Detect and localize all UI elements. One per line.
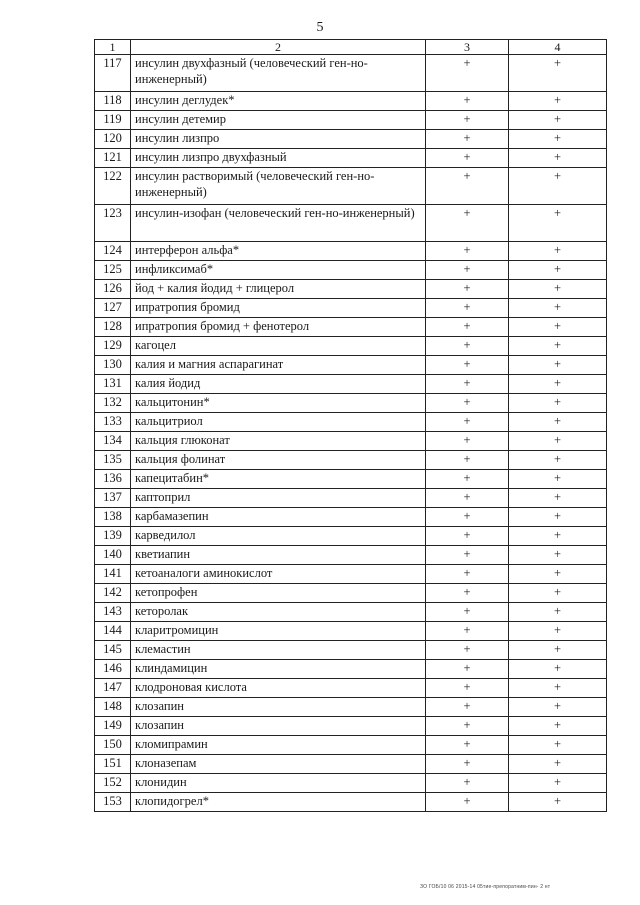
column-4-mark: + xyxy=(509,168,607,205)
row-number: 126 xyxy=(95,280,131,299)
table-row xyxy=(95,261,607,280)
column-3-mark: + xyxy=(426,774,509,793)
column-3-mark: + xyxy=(426,793,509,812)
drug-name: ипратропия бромид + фенотерол xyxy=(131,318,426,337)
column-3-mark: + xyxy=(426,432,509,451)
row-number: 145 xyxy=(95,641,131,660)
column-3-mark: + xyxy=(426,318,509,337)
column-3-mark: + xyxy=(426,280,509,299)
column-4-mark: + xyxy=(509,55,607,92)
column-3-mark: + xyxy=(426,717,509,736)
table-row xyxy=(95,698,607,717)
column-4-mark: + xyxy=(509,717,607,736)
drug-name: инсулин-изофан (человеческий ген-но-инженерный) xyxy=(131,205,426,242)
row-number: 152 xyxy=(95,774,131,793)
drug-name: кломипрамин xyxy=(131,736,426,755)
table-row xyxy=(95,622,607,641)
drug-name: карбамазепин xyxy=(131,508,426,527)
column-3-mark: + xyxy=(426,111,509,130)
table-row xyxy=(95,375,607,394)
column-3-mark: + xyxy=(426,698,509,717)
row-number: 146 xyxy=(95,660,131,679)
drug-name: каптоприл xyxy=(131,489,426,508)
column-4-mark: + xyxy=(509,660,607,679)
drug-name: инсулин растворимый (человеческий ген-но-инженерный) xyxy=(131,168,426,205)
table-row xyxy=(95,527,607,546)
row-number: 119 xyxy=(95,111,131,130)
column-4-mark: + xyxy=(509,774,607,793)
row-number: 121 xyxy=(95,149,131,168)
column-3-mark: + xyxy=(426,641,509,660)
drug-name: кларитромицин xyxy=(131,622,426,641)
column-3-mark: + xyxy=(426,375,509,394)
drug-name: кветиапин xyxy=(131,546,426,565)
row-number: 117 xyxy=(95,55,131,92)
column-4-mark: + xyxy=(509,205,607,242)
column-4-mark: + xyxy=(509,242,607,261)
drug-name: ипратропия бромид xyxy=(131,299,426,318)
table-row xyxy=(95,356,607,375)
table-row xyxy=(95,92,607,111)
column-3-mark: + xyxy=(426,356,509,375)
table-row xyxy=(95,413,607,432)
column-3-mark: + xyxy=(426,489,509,508)
table-row xyxy=(95,205,607,242)
column-header: 1 xyxy=(95,40,131,55)
column-4-mark: + xyxy=(509,111,607,130)
drug-name: клонидин xyxy=(131,774,426,793)
column-3-mark: + xyxy=(426,527,509,546)
table-row xyxy=(95,508,607,527)
footer-note: ЗО ГОБ/10 06 2015-14 05тие-препоратним-пин- 2 нт xyxy=(420,884,551,890)
column-4-mark: + xyxy=(509,470,607,489)
drug-name: кальция глюконат xyxy=(131,432,426,451)
drug-list-table xyxy=(94,39,607,812)
row-number: 130 xyxy=(95,356,131,375)
column-4-mark: + xyxy=(509,755,607,774)
column-4-mark: + xyxy=(509,318,607,337)
column-3-mark: + xyxy=(426,242,509,261)
row-number: 133 xyxy=(95,413,131,432)
table-header-row xyxy=(95,40,607,55)
column-header: 4 xyxy=(509,40,607,55)
drug-name: клемастин xyxy=(131,641,426,660)
row-number: 122 xyxy=(95,168,131,205)
row-number: 139 xyxy=(95,527,131,546)
drug-name: клоназепам xyxy=(131,755,426,774)
column-3-mark: + xyxy=(426,470,509,489)
column-3-mark: + xyxy=(426,451,509,470)
column-3-mark: + xyxy=(426,755,509,774)
drug-name: кеторолак xyxy=(131,603,426,622)
column-4-mark: + xyxy=(509,413,607,432)
table-row xyxy=(95,546,607,565)
page-number: 5 xyxy=(316,20,324,35)
drug-name: клозапин xyxy=(131,698,426,717)
row-number: 127 xyxy=(95,299,131,318)
column-4-mark: + xyxy=(509,280,607,299)
column-3-mark: + xyxy=(426,394,509,413)
drug-name: клозапин xyxy=(131,717,426,736)
drug-name: клиндамицин xyxy=(131,660,426,679)
row-number: 143 xyxy=(95,603,131,622)
column-header: 3 xyxy=(426,40,509,55)
drug-name: кальцитриол xyxy=(131,413,426,432)
row-number: 128 xyxy=(95,318,131,337)
column-4-mark: + xyxy=(509,698,607,717)
drug-name: йод + калия йодид + глицерол xyxy=(131,280,426,299)
column-4-mark: + xyxy=(509,736,607,755)
column-4-mark: + xyxy=(509,603,607,622)
row-number: 148 xyxy=(95,698,131,717)
row-number: 123 xyxy=(95,205,131,242)
column-4-mark: + xyxy=(509,130,607,149)
column-4-mark: + xyxy=(509,584,607,603)
column-3-mark: + xyxy=(426,413,509,432)
table-row xyxy=(95,299,607,318)
table-row xyxy=(95,660,607,679)
table-row xyxy=(95,679,607,698)
column-3-mark: + xyxy=(426,565,509,584)
table-row xyxy=(95,793,607,812)
column-4-mark: + xyxy=(509,261,607,280)
column-4-mark: + xyxy=(509,508,607,527)
drug-name: капецитабин* xyxy=(131,470,426,489)
column-4-mark: + xyxy=(509,622,607,641)
table-row xyxy=(95,149,607,168)
row-number: 151 xyxy=(95,755,131,774)
row-number: 150 xyxy=(95,736,131,755)
table-row xyxy=(95,55,607,92)
drug-name: кетопрофен xyxy=(131,584,426,603)
table-row xyxy=(95,755,607,774)
column-3-mark: + xyxy=(426,584,509,603)
column-3-mark: + xyxy=(426,337,509,356)
column-3-mark: + xyxy=(426,736,509,755)
drug-name: карведилол xyxy=(131,527,426,546)
drug-name: инфликсимаб* xyxy=(131,261,426,280)
column-3-mark: + xyxy=(426,299,509,318)
column-3-mark: + xyxy=(426,546,509,565)
row-number: 118 xyxy=(95,92,131,111)
row-number: 149 xyxy=(95,717,131,736)
table-body xyxy=(95,55,607,812)
row-number: 138 xyxy=(95,508,131,527)
row-number: 137 xyxy=(95,489,131,508)
row-number: 140 xyxy=(95,546,131,565)
table-row xyxy=(95,603,607,622)
column-4-mark: + xyxy=(509,299,607,318)
column-3-mark: + xyxy=(426,679,509,698)
column-3-mark: + xyxy=(426,660,509,679)
drug-name: клодроновая кислота xyxy=(131,679,426,698)
column-4-mark: + xyxy=(509,149,607,168)
column-4-mark: + xyxy=(509,356,607,375)
column-4-mark: + xyxy=(509,793,607,812)
table-row xyxy=(95,337,607,356)
table-row xyxy=(95,280,607,299)
drug-name: кагоцел xyxy=(131,337,426,356)
column-3-mark: + xyxy=(426,603,509,622)
row-number: 131 xyxy=(95,375,131,394)
table-row xyxy=(95,242,607,261)
table-row xyxy=(95,111,607,130)
drug-name: кетоаналоги аминокислот xyxy=(131,565,426,584)
table-row xyxy=(95,168,607,205)
column-4-mark: + xyxy=(509,92,607,111)
row-number: 124 xyxy=(95,242,131,261)
drug-name: инсулин детемир xyxy=(131,111,426,130)
column-4-mark: + xyxy=(509,394,607,413)
row-number: 142 xyxy=(95,584,131,603)
table-row xyxy=(95,565,607,584)
table-row xyxy=(95,736,607,755)
row-number: 141 xyxy=(95,565,131,584)
table-row xyxy=(95,584,607,603)
drug-name: интерферон альфа* xyxy=(131,242,426,261)
drug-name: кальция фолинат xyxy=(131,451,426,470)
column-header: 2 xyxy=(131,40,426,55)
row-number: 136 xyxy=(95,470,131,489)
table-row xyxy=(95,717,607,736)
row-number: 144 xyxy=(95,622,131,641)
table-row xyxy=(95,641,607,660)
row-number: 147 xyxy=(95,679,131,698)
drug-name: инсулин лизпро xyxy=(131,130,426,149)
column-4-mark: + xyxy=(509,489,607,508)
table-row xyxy=(95,451,607,470)
table-row xyxy=(95,470,607,489)
table-row xyxy=(95,432,607,451)
drug-name: инсулин лизпро двухфазный xyxy=(131,149,426,168)
table-row xyxy=(95,130,607,149)
row-number: 129 xyxy=(95,337,131,356)
table-row xyxy=(95,394,607,413)
drug-name: инсулин двухфазный (человеческий ген-но-инженерный) xyxy=(131,55,426,92)
column-4-mark: + xyxy=(509,527,607,546)
column-3-mark: + xyxy=(426,130,509,149)
row-number: 132 xyxy=(95,394,131,413)
drug-name: кальцитонин* xyxy=(131,394,426,413)
column-3-mark: + xyxy=(426,261,509,280)
row-number: 134 xyxy=(95,432,131,451)
column-4-mark: + xyxy=(509,565,607,584)
column-4-mark: + xyxy=(509,451,607,470)
column-4-mark: + xyxy=(509,679,607,698)
drug-name: калия и магния аспарагинат xyxy=(131,356,426,375)
column-4-mark: + xyxy=(509,337,607,356)
column-4-mark: + xyxy=(509,546,607,565)
column-3-mark: + xyxy=(426,55,509,92)
column-3-mark: + xyxy=(426,92,509,111)
column-3-mark: + xyxy=(426,508,509,527)
table-row xyxy=(95,318,607,337)
table-row xyxy=(95,489,607,508)
column-4-mark: + xyxy=(509,375,607,394)
column-4-mark: + xyxy=(509,432,607,451)
drug-name: калия йодид xyxy=(131,375,426,394)
column-3-mark: + xyxy=(426,168,509,205)
row-number: 153 xyxy=(95,793,131,812)
drug-name: клопидогрел* xyxy=(131,793,426,812)
row-number: 120 xyxy=(95,130,131,149)
column-3-mark: + xyxy=(426,622,509,641)
column-3-mark: + xyxy=(426,205,509,242)
row-number: 135 xyxy=(95,451,131,470)
column-3-mark: + xyxy=(426,149,509,168)
table-row xyxy=(95,774,607,793)
row-number: 125 xyxy=(95,261,131,280)
column-4-mark: + xyxy=(509,641,607,660)
drug-name: инсулин деглудек* xyxy=(131,92,426,111)
